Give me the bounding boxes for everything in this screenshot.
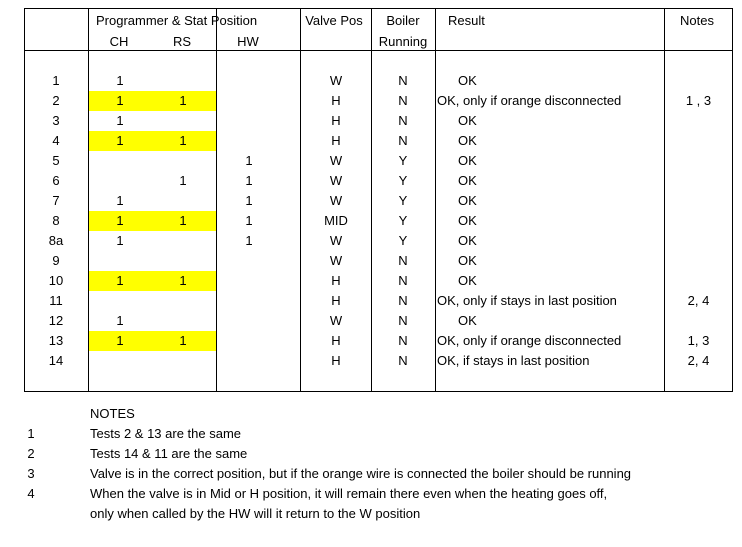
row-number: 10 bbox=[48, 273, 64, 288]
cell-notes bbox=[665, 251, 732, 271]
cell-valve-pos: H bbox=[331, 273, 341, 288]
cell-valve-pos: W bbox=[329, 173, 343, 188]
note-number: 4 bbox=[27, 486, 35, 501]
cell-boiler-running: N bbox=[398, 333, 408, 348]
row-number: 6 bbox=[52, 173, 60, 188]
cell-boiler-running: N bbox=[398, 293, 408, 308]
header-hw: HW bbox=[237, 34, 259, 49]
row-number: 1 bbox=[52, 73, 60, 88]
cell-boiler-running: N bbox=[398, 113, 408, 128]
cell-notes bbox=[665, 191, 732, 211]
cell-notes bbox=[665, 231, 732, 251]
table-border-right bbox=[732, 8, 733, 392]
column-divider bbox=[435, 8, 436, 392]
cell-result: OK, only if stays in last position bbox=[437, 293, 617, 308]
cell-notes bbox=[665, 211, 732, 231]
cell-boiler-running: N bbox=[398, 273, 408, 288]
cell-notes bbox=[665, 111, 732, 131]
row-number: 13 bbox=[48, 333, 64, 348]
cell-result: OK bbox=[458, 233, 477, 248]
cell-hw bbox=[234, 71, 264, 91]
header-running: Running bbox=[378, 34, 428, 49]
cell-hw bbox=[234, 331, 264, 351]
header-ch: CH bbox=[109, 34, 129, 49]
cell-rs: 1 bbox=[179, 173, 187, 188]
row-number: 4 bbox=[52, 133, 60, 148]
cell-hw bbox=[234, 111, 264, 131]
cell-boiler-running: Y bbox=[398, 153, 408, 168]
cell-rs bbox=[168, 231, 198, 251]
cell-boiler-running: Y bbox=[398, 233, 408, 248]
cell-result: OK bbox=[458, 73, 477, 88]
cell-rs bbox=[168, 111, 198, 131]
cell-rs: 1 bbox=[179, 273, 187, 288]
row-number: 3 bbox=[52, 113, 60, 128]
cell-notes bbox=[665, 151, 732, 171]
cell-valve-pos: W bbox=[329, 233, 343, 248]
cell-rs bbox=[168, 251, 198, 271]
cell-rs bbox=[168, 71, 198, 91]
cell-boiler-running: N bbox=[398, 133, 408, 148]
cell-ch: 1 bbox=[116, 313, 124, 328]
cell-result: OK bbox=[458, 113, 477, 128]
cell-result: OK bbox=[458, 133, 477, 148]
cell-boiler-running: Y bbox=[398, 193, 408, 208]
cell-rs: 1 bbox=[179, 93, 187, 108]
row-number: 2 bbox=[52, 93, 60, 108]
cell-valve-pos: H bbox=[331, 333, 341, 348]
cell-result: OK bbox=[458, 313, 477, 328]
cell-ch: 1 bbox=[116, 93, 124, 108]
table-border-bottom bbox=[24, 391, 733, 392]
cell-notes bbox=[665, 131, 732, 151]
cell-ch: 1 bbox=[116, 73, 124, 88]
cell-valve-pos: H bbox=[331, 353, 341, 368]
cell-notes bbox=[665, 311, 732, 331]
cell-notes bbox=[665, 171, 732, 191]
cell-ch: 1 bbox=[116, 133, 124, 148]
cell-ch: 1 bbox=[116, 233, 124, 248]
cell-result: OK, if stays in last position bbox=[437, 353, 590, 368]
cell-hw: 1 bbox=[245, 153, 253, 168]
cell-result: OK bbox=[458, 213, 477, 228]
column-divider bbox=[371, 8, 372, 392]
cell-boiler-running: Y bbox=[398, 213, 408, 228]
table-border-left bbox=[24, 8, 25, 392]
header-valve-pos: Valve Pos bbox=[305, 13, 363, 28]
cell-result: OK bbox=[458, 273, 477, 288]
row-number: 14 bbox=[48, 353, 64, 368]
cell-hw bbox=[234, 131, 264, 151]
cell-result: OK bbox=[458, 153, 477, 168]
cell-notes bbox=[665, 271, 732, 291]
cell-notes: 1, 3 bbox=[687, 333, 710, 348]
header-boiler: Boiler bbox=[386, 13, 420, 28]
cell-hw bbox=[234, 271, 264, 291]
note-number: 3 bbox=[27, 466, 35, 481]
header-programmer-stat-position: Programmer & Stat Position bbox=[96, 13, 258, 28]
cell-ch: 1 bbox=[116, 113, 124, 128]
header-notes: Notes bbox=[680, 13, 714, 28]
cell-hw: 1 bbox=[245, 173, 253, 188]
cell-hw bbox=[234, 291, 264, 311]
cell-hw bbox=[234, 251, 264, 271]
cell-boiler-running: N bbox=[398, 313, 408, 328]
cell-hw: 1 bbox=[245, 193, 253, 208]
cell-hw: 1 bbox=[245, 233, 253, 248]
cell-ch bbox=[105, 351, 135, 371]
cell-result: OK, only if orange disconnected bbox=[437, 93, 622, 108]
cell-valve-pos: H bbox=[331, 93, 341, 108]
note-text: Tests 2 & 13 are the same bbox=[90, 426, 242, 441]
cell-valve-pos: MID bbox=[324, 213, 348, 228]
cell-hw bbox=[234, 351, 264, 371]
note-number: 2 bbox=[27, 446, 35, 461]
cell-ch bbox=[105, 171, 135, 191]
cell-boiler-running: N bbox=[398, 93, 408, 108]
table-border-top bbox=[24, 8, 733, 9]
cell-rs bbox=[168, 291, 198, 311]
cell-valve-pos: H bbox=[331, 293, 341, 308]
cell-notes: 2, 4 bbox=[687, 293, 710, 308]
cell-notes bbox=[665, 71, 732, 91]
header-rs: RS bbox=[172, 34, 192, 49]
note-text: only when called by the HW will it return to the W position bbox=[90, 506, 421, 521]
row-number: 11 bbox=[49, 293, 63, 308]
cell-ch: 1 bbox=[116, 213, 124, 228]
cell-valve-pos: W bbox=[329, 193, 343, 208]
cell-valve-pos: H bbox=[331, 113, 341, 128]
notes-title: NOTES bbox=[90, 406, 135, 421]
cell-notes: 2, 4 bbox=[687, 353, 710, 368]
cell-boiler-running: N bbox=[398, 353, 408, 368]
note-number: 1 bbox=[27, 426, 35, 441]
cell-ch: 1 bbox=[116, 193, 124, 208]
cell-ch: 1 bbox=[116, 273, 124, 288]
row-number: 8 bbox=[52, 213, 60, 228]
column-divider bbox=[216, 8, 217, 392]
cell-rs bbox=[168, 351, 198, 371]
cell-rs bbox=[168, 151, 198, 171]
cell-rs: 1 bbox=[179, 213, 187, 228]
note-text: When the valve is in Mid or H position, it will remain there even when the heating goes off, bbox=[90, 486, 608, 501]
cell-ch bbox=[105, 291, 135, 311]
note-text: Tests 14 & 11 are the same bbox=[90, 446, 248, 461]
cell-result: OK bbox=[458, 253, 477, 268]
cell-hw bbox=[234, 311, 264, 331]
cell-valve-pos: W bbox=[329, 253, 343, 268]
cell-ch bbox=[105, 251, 135, 271]
cell-valve-pos: W bbox=[329, 153, 343, 168]
cell-rs: 1 bbox=[179, 133, 187, 148]
row-number: 12 bbox=[48, 313, 64, 328]
cell-valve-pos: W bbox=[329, 73, 343, 88]
test-table bbox=[24, 8, 733, 392]
cell-notes: 1 , 3 bbox=[685, 93, 712, 108]
cell-valve-pos: W bbox=[329, 313, 343, 328]
row-number: 8a bbox=[48, 233, 64, 248]
cell-ch: 1 bbox=[116, 333, 124, 348]
row-number: 7 bbox=[52, 193, 60, 208]
cell-result: OK, only if orange disconnected bbox=[437, 333, 622, 348]
cell-rs: 1 bbox=[179, 333, 187, 348]
cell-ch bbox=[105, 151, 135, 171]
cell-hw bbox=[234, 91, 264, 111]
row-number: 9 bbox=[52, 253, 60, 268]
cell-boiler-running: N bbox=[398, 253, 408, 268]
cell-rs bbox=[168, 191, 198, 211]
cell-boiler-running: N bbox=[398, 73, 408, 88]
cell-valve-pos: H bbox=[331, 133, 341, 148]
cell-result: OK bbox=[458, 173, 477, 188]
row-number: 5 bbox=[52, 153, 60, 168]
header-result: Result bbox=[448, 13, 485, 28]
cell-result: OK bbox=[458, 193, 477, 208]
cell-boiler-running: Y bbox=[398, 173, 408, 188]
cell-hw: 1 bbox=[245, 213, 253, 228]
note-text: Valve is in the correct position, but if the orange wire is connected the boiler should be running bbox=[90, 466, 632, 481]
cell-rs bbox=[168, 311, 198, 331]
